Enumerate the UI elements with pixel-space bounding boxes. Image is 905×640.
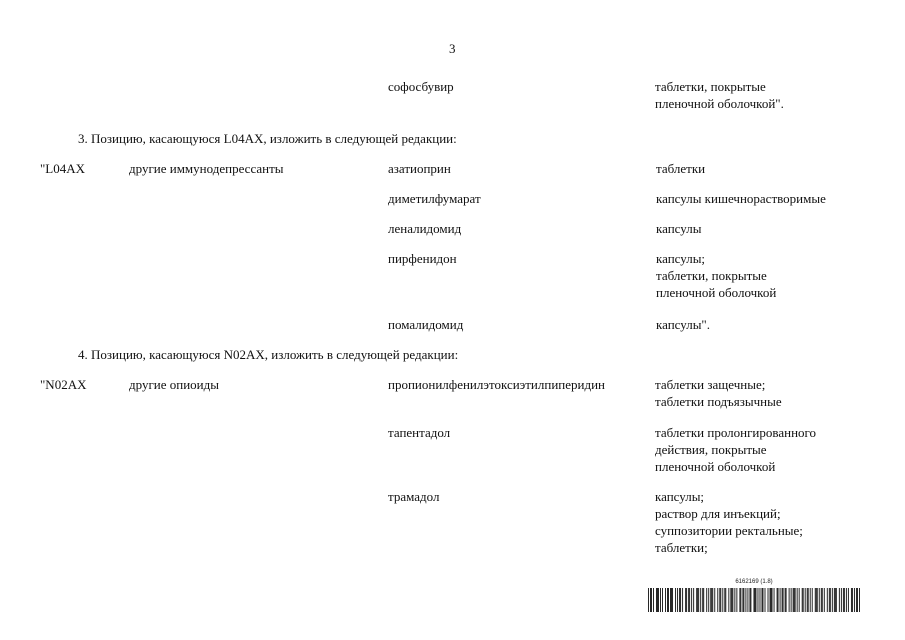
barcode-bar [717, 588, 718, 612]
barcode-bar [772, 588, 773, 612]
barcode-bar [660, 588, 661, 612]
barcode-bar [749, 588, 750, 612]
substance-lenalidomide: леналидомид [388, 221, 462, 236]
barcode-bar [793, 588, 794, 612]
substance-azathioprine: азатиоприн [388, 161, 451, 176]
barcode-bar [758, 588, 759, 612]
barcode-bar [697, 588, 698, 612]
substance-tramadol: трамадол [388, 489, 440, 504]
barcode-bar [689, 588, 690, 612]
barcode-bar [841, 588, 842, 612]
barcode-bar [685, 588, 686, 612]
barcode-bar [803, 588, 804, 612]
barcode-bar [730, 588, 731, 612]
form-pomalidomide: капсулы". [656, 317, 710, 332]
form-azathioprine: таблетки [656, 161, 706, 176]
barcode-bar [742, 588, 743, 612]
barcode-bar [797, 588, 798, 612]
barcode-bar [822, 588, 823, 612]
barcode-bar [712, 588, 713, 612]
barcode-bar [808, 588, 809, 612]
group-name-n02ax: другие опиоиды [129, 377, 219, 392]
barcode-bar [657, 588, 658, 612]
barcode-bar [799, 588, 800, 612]
barcode-bar [706, 588, 707, 612]
barcode-bar [732, 588, 733, 612]
substance-sofosbuvir: софосбувир [388, 79, 454, 94]
barcode [648, 578, 860, 614]
barcode-bar [780, 588, 781, 612]
barcode-bar [830, 588, 831, 612]
barcode-bar [827, 588, 828, 612]
barcode-bar [795, 588, 796, 612]
barcode-bar [834, 588, 835, 612]
substance-tapentadol: тапентадол [388, 425, 451, 440]
barcode-bar [794, 588, 795, 612]
barcode-bar [696, 588, 697, 612]
barcode-bar [731, 588, 732, 612]
barcode-bar [777, 588, 778, 612]
barcode-bar [802, 588, 803, 612]
barcode-bar [846, 588, 847, 612]
barcode-bar [768, 588, 769, 612]
barcode-bars [648, 588, 860, 612]
barcode-bar [756, 588, 757, 612]
barcode-bar [755, 588, 756, 612]
barcode-bar [835, 588, 836, 612]
barcode-bar [762, 588, 763, 612]
substance-pirfenidone: пирфенидон [388, 251, 457, 266]
barcode-bar [693, 588, 694, 612]
barcode-bar [691, 588, 692, 612]
substance-propionylphenylethoxyethylpiperidine: пропионилфенилэтоксиэтилпиперидин [388, 377, 606, 392]
barcode-bar [829, 588, 830, 612]
barcode-bar [750, 588, 751, 612]
barcode-bar [725, 588, 726, 612]
barcode-caption: 6162169 (1.8) [735, 579, 773, 585]
barcode-bar [859, 588, 860, 612]
form-propionylphenylethoxyethylpiperidine: таблетки защечные; таблетки подъязычные [655, 377, 782, 409]
barcode-bar [698, 588, 699, 612]
barcode-bar [714, 588, 715, 612]
barcode-bar [805, 588, 806, 612]
barcode-bar [785, 588, 786, 612]
barcode-bar [656, 588, 657, 612]
barcode-bar [662, 588, 663, 612]
barcode-bar [671, 588, 672, 612]
barcode-bar [852, 588, 853, 612]
barcode-bar [782, 588, 783, 612]
barcode-bar [851, 588, 852, 612]
barcode-bar [754, 588, 755, 612]
paragraph-3: 3. Позицию, касающуюся L04AX, изложить в следующей редакции: [78, 131, 457, 146]
paragraph-4: 4. Позицию, касающуюся N02AX, изложить в следующей редакции: [78, 347, 459, 362]
substance-pomalidomide: помалидомид [388, 317, 464, 332]
barcode-bar [724, 588, 725, 612]
barcode-bar [728, 588, 729, 612]
barcode-bar [675, 588, 676, 612]
barcode-bar [650, 588, 651, 612]
barcode-bar [854, 588, 855, 612]
barcode-bar [739, 588, 740, 612]
form-tapentadol: таблетки пролонгированного действия, покрытые пленочной оболочкой [655, 425, 817, 474]
form-dimethylfumarate: капсулы кишечнорастворимые [656, 191, 826, 206]
barcode-bar [682, 588, 683, 612]
barcode-bar [686, 588, 687, 612]
barcode-bar [821, 588, 822, 612]
barcode-bar [667, 588, 668, 612]
form-lenalidomide: капсулы [656, 221, 702, 236]
barcode-bar [672, 588, 673, 612]
substance-dimethylfumarate: диметилфумарат [388, 191, 481, 206]
barcode-bar [812, 588, 813, 612]
form-pirfenidone: капсулы; таблетки, покрытые пленочной оболочкой [656, 251, 777, 300]
barcode-bar [722, 588, 723, 612]
barcode-bar [786, 588, 787, 612]
barcode-bar [807, 588, 808, 612]
barcode-bar [819, 588, 820, 612]
barcode-bar [688, 588, 689, 612]
barcode-bar [745, 588, 746, 612]
barcode-bar [720, 588, 721, 612]
barcode-bar [771, 588, 772, 612]
atc-code-n02ax: "N02AX [40, 377, 87, 392]
barcode-bar [836, 588, 837, 612]
barcode-bar [670, 588, 671, 612]
barcode-bar [815, 588, 816, 612]
form-tramadol: капсулы; раствор для инъекций; суппозитории ректальные; таблетки; [655, 489, 803, 555]
barcode-bar [665, 588, 666, 612]
barcode-bar [817, 588, 818, 612]
barcode-bar [843, 588, 844, 612]
barcode-bar [719, 588, 720, 612]
barcode-bar [770, 588, 771, 612]
barcode-bar [765, 588, 766, 612]
barcode-bar [703, 588, 704, 612]
barcode-bar [844, 588, 845, 612]
barcode-bar [734, 588, 735, 612]
barcode-bar [824, 588, 825, 612]
barcode-bar [743, 588, 744, 612]
barcode-bar [711, 588, 712, 612]
barcode-bar [702, 588, 703, 612]
barcode-bar [774, 588, 775, 612]
atc-code-l04ax: "L04AX [40, 161, 86, 176]
barcode-bar [747, 588, 748, 612]
barcode-bar [651, 588, 652, 612]
barcode-bar [680, 588, 681, 612]
barcode-bar [791, 588, 792, 612]
barcode-bar [708, 588, 709, 612]
barcode-bar [677, 588, 678, 612]
barcode-bar [816, 588, 817, 612]
barcode-bar [763, 588, 764, 612]
barcode-bar [789, 588, 790, 612]
barcode-bar [740, 588, 741, 612]
barcode-bar [653, 588, 654, 612]
barcode-bar [783, 588, 784, 612]
barcode-bar [648, 588, 649, 612]
barcode-bar [760, 588, 761, 612]
barcode-bar [832, 588, 833, 612]
barcode-bar [810, 588, 811, 612]
barcode-bar [668, 588, 669, 612]
barcode-bar [857, 588, 858, 612]
barcode-bar [839, 588, 840, 612]
group-name-l04ax: другие иммунодепрессанты [129, 161, 284, 176]
barcode-bar [658, 588, 659, 612]
barcode-bar [848, 588, 849, 612]
barcode-bar [710, 588, 711, 612]
page-number: 3 [449, 41, 456, 56]
barcode-bar [679, 588, 680, 612]
barcode-bar [736, 588, 737, 612]
barcode-bar [700, 588, 701, 612]
barcode-bar [778, 588, 779, 612]
barcode-bar [856, 588, 857, 612]
form-sofosbuvir: таблетки, покрытые пленочной оболочкой". [655, 79, 784, 111]
